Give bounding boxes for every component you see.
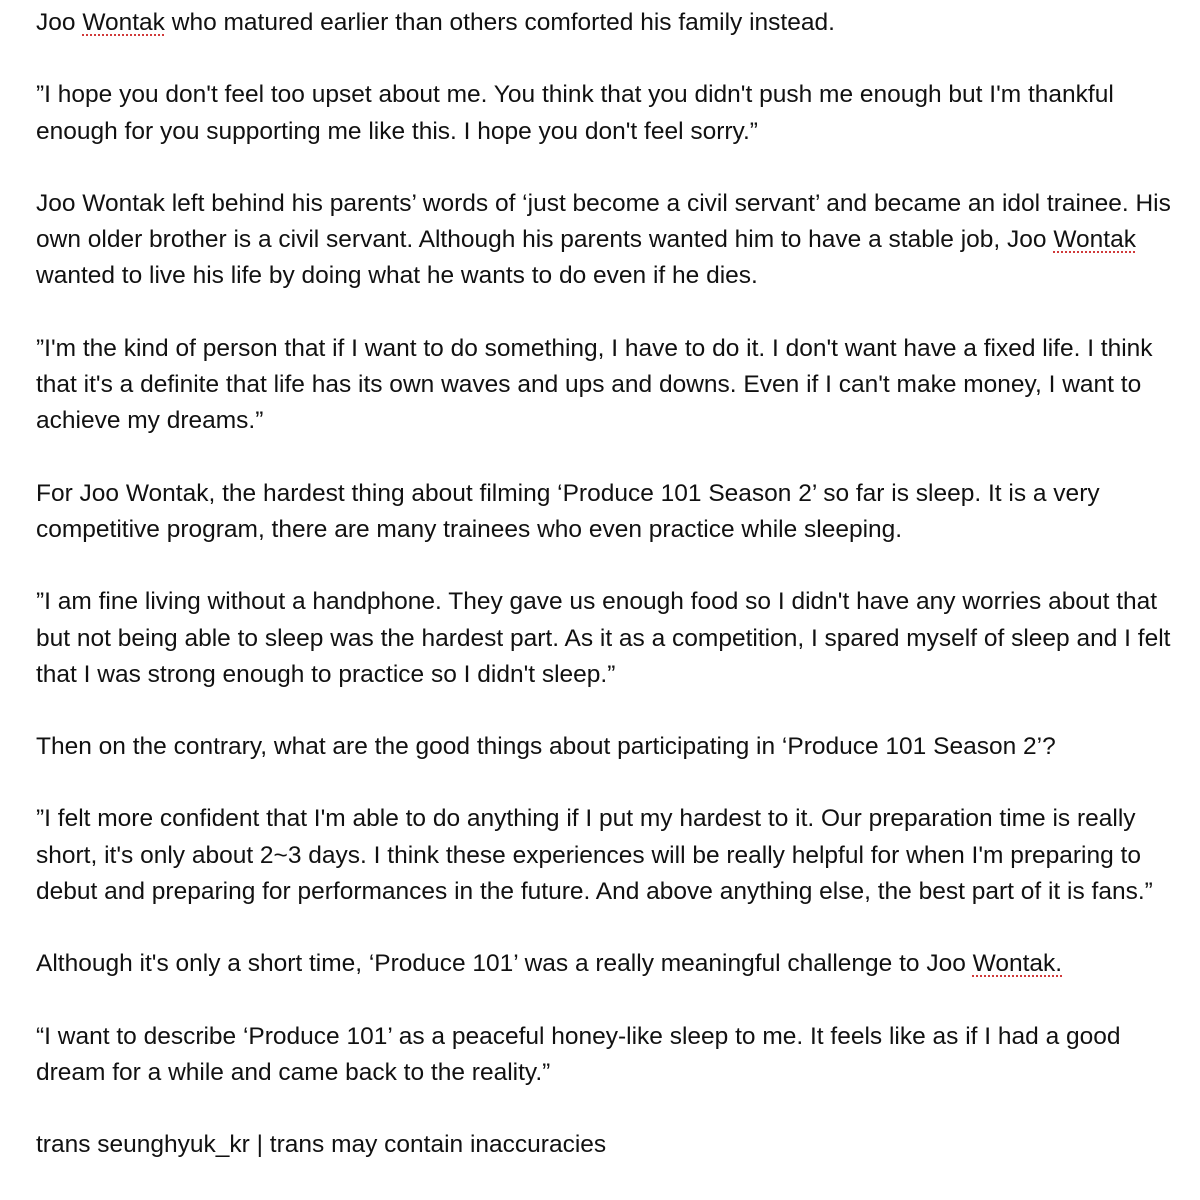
paragraph-quote-confidence: ”I felt more confident that I'm able to do anything if I put my hardest to it. Our preparation time is really short, it's only about 2~3 days. I think these experiences will be really helpful for when I'm preparing to debut and preparing for performances in the future. And above anything else, the best part of it is fans.” bbox=[36, 805, 1153, 906]
paragraph-quote-dreams: ”I'm the kind of person that if I want to do something, I have to do it. I don't want have a fixed life. I think that it's a definite that life has its own waves and ups and downs. Even if I can't make money, I want to achieve my dreams.” bbox=[36, 334, 1153, 435]
paragraph-text: Joo bbox=[36, 9, 83, 36]
paragraph-intro bbox=[36, 5, 1171, 41]
paragraph-text: Although it's only a short time, ‘Produce 101’ was a really meaningful challenge to Joo bbox=[36, 950, 973, 978]
paragraph-quote-honey-sleep: “I want to describe ‘Produce 101’ as a peaceful honey-like sleep to me. It feels like as if I had a good dream for a while and came back to the reality.” bbox=[36, 1022, 1121, 1086]
paragraph-text: who matured earlier than others comforted his family instead. bbox=[164, 9, 835, 36]
paragraph-meaningful-challenge bbox=[36, 946, 1171, 982]
spellcheck-flagged-word[interactable]: Wontak bbox=[82, 9, 165, 36]
spellcheck-flagged-word[interactable]: Wontak bbox=[1053, 226, 1136, 254]
spellcheck-flagged-word[interactable]: Wontak. bbox=[972, 950, 1063, 978]
paragraph-quote-family: ”I hope you don't feel too upset about me. You think that you didn't push me enough but I'm thankful enough for you supporting me like this. I hope you don't feel sorry.” bbox=[36, 81, 1114, 145]
paragraph-question-good-things: Then on the contrary, what are the good things about participating in ‘Produce 101 Season 2’? bbox=[36, 733, 1056, 761]
paragraph-civil-servant bbox=[36, 186, 1171, 295]
paragraph-hardest-thing: For Joo Wontak, the hardest thing about filming ‘Produce 101 Season 2’ so far is sleep. It is a very competitive program, there are many trainees who even practice while sleeping. bbox=[36, 479, 1100, 543]
document-body bbox=[36, 5, 1171, 1164]
paragraph-quote-sleep: ”I am fine living without a handphone. They gave us enough food so I didn't have any worries about that but not being able to sleep was the hardest part. As it as a competition, I spared myself of sleep and I felt that I was strong enough to practice so I didn't sleep.” bbox=[36, 588, 1171, 688]
translator-credit: trans seunghyuk_kr | trans may contain inaccuracies bbox=[36, 1131, 607, 1159]
paragraph-text: wanted to live his life by doing what he wants to do even if he dies. bbox=[36, 262, 758, 290]
paragraph-text: Joo Wontak left behind his parents’ words of ‘just become a civil servant’ and became an idol trainee. His own older brother is a civil servant. Although his parents wanted him to have a stable job, Joo bbox=[36, 189, 1171, 254]
